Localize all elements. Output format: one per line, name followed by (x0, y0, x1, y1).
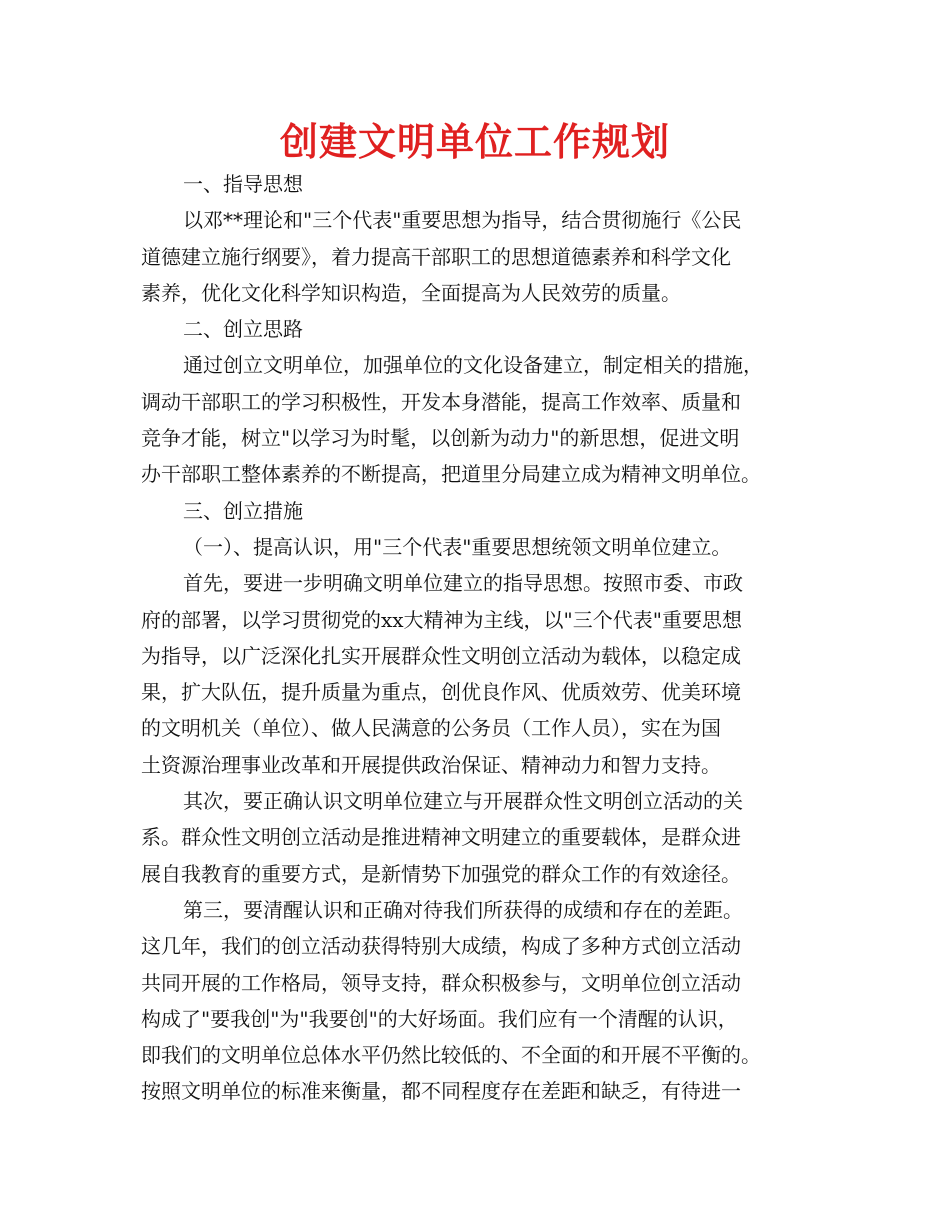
body-line: 展自我教育的重要方式，是新情势下加强党的群众工作的有效途径。 (141, 861, 741, 886)
body-line: 这几年，我们的创立活动获得特别大成绩，构成了多种方式创立活动 (141, 934, 741, 959)
body-line: 府的部署，以学习贯彻党的xx大精神为主线，以"三个代表"重要思想 (141, 607, 742, 632)
body-line: 素养，优化文化科学知识构造，全面提高为人民效劳的质量。 (141, 280, 681, 305)
body-line: 调动干部职工的学习积极性，开发本身潜能，提高工作效率、质量和 (141, 389, 741, 414)
body-line: 为指导，以广泛深化扎实开展群众性文明创立活动为载体，以稳定成 (141, 643, 741, 668)
body-line: 二、创立思路 (183, 317, 303, 342)
body-line: 系。群众性文明创立活动是推进精神文明建立的重要载体，是群众进 (141, 825, 741, 850)
body-line: （一）、提高认识，用"三个代表"重要思想统领文明单位建立。 (183, 534, 732, 559)
body-line: 办干部职工整体素养的不断提高，把道里分局建立成为精神文明单位。 (141, 462, 761, 487)
body-line: 三、创立措施 (183, 498, 303, 523)
body-line: 竞争才能，树立"以学习为时髦，以创新为动力"的新思想，促进文明 (141, 426, 740, 451)
body-line: 构成了"要我创"为"我要创"的大好场面。我们应有一个清醒的认识， (141, 1006, 738, 1031)
document-body (141, 166, 826, 1110)
document-title: 创建文明单位工作规划 (279, 120, 670, 164)
body-line: 其次，要正确认识文明单位建立与开展群众性文明创立活动的关 (183, 789, 743, 814)
body-line: 以邓**理论和"三个代表"重要思想为指导，结合贯彻施行《公民 (183, 208, 742, 233)
body-line: 道德建立施行纲要》，着力提高干部职工的思想道德素养和科学文化 (141, 244, 731, 269)
body-line: 一、指导思想 (183, 172, 303, 196)
body-line: 土资源治理事业改革和开展提供政治保证、精神动力和智力支持。 (141, 752, 721, 777)
body-line: 第三，要清醒认识和正确对待我们所获得的成绩和存在的差距。 (183, 897, 743, 922)
body-line: 共同开展的工作格局，领导支持，群众积极参与，文明单位创立活动 (141, 970, 741, 995)
body-line: 首先，要进一步明确文明单位建立的指导思想。按照市委、市政 (183, 571, 743, 596)
body-line: 通过创立文明单位，加强单位的文化设备建立，制定相关的措施， (183, 353, 763, 378)
body-line: 的文明机关（单位）、做人民满意的公务员（工作人员），实在为国 (141, 716, 721, 741)
body-line: 即我们的文明单位总体水平仍然比较低的、不全面的和开展不平衡的。 (141, 1043, 761, 1068)
body-line: 按照文明单位的标准来衡量，都不同程度存在差距和缺乏，有待进一 (141, 1079, 741, 1104)
body-line: 果，扩大队伍，提升质量为重点，创优良作风、优质效劳、优美环境 (141, 680, 741, 705)
